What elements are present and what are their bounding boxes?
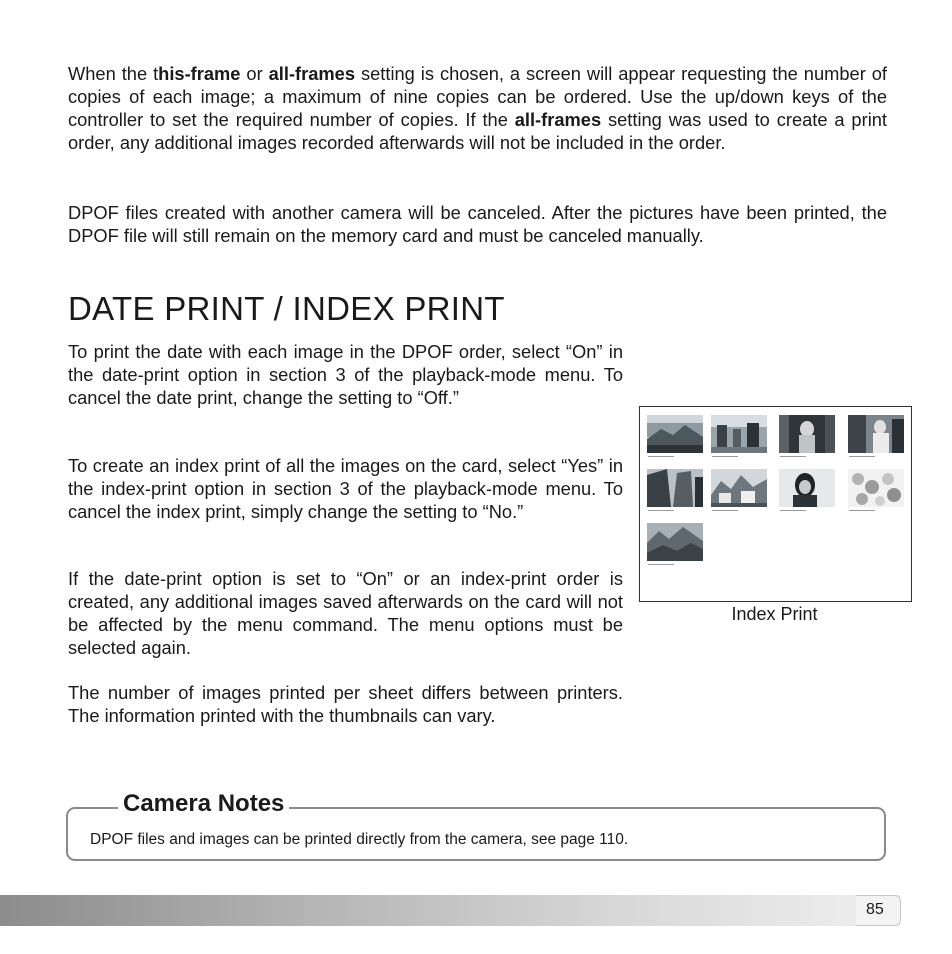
thumbnail-filename: [848, 454, 904, 459]
additional-images-paragraph: If the date-print option is set to “On” or an index-print order is created, any additional images saved afterwards on the card will not be affected by the menu command. The menu options must be selected again.: [68, 568, 623, 658]
figure-caption: Index Print: [731, 604, 818, 624]
thumbnail-filename: [779, 508, 835, 513]
term-this-frame: his-frame: [158, 63, 241, 84]
text-run: setting was used to create a print order, any additional images recorded afterwards will not be included in the order.: [68, 109, 887, 153]
date-print-paragraph: To print the date with each image in the DPOF order, select “On” in the date-print option in section 3 of the playback-mode menu. To cancel the date print, change the setting to “Off.”: [68, 341, 623, 408]
thumbnail-image: [711, 415, 767, 453]
thumbnail-image: [779, 469, 835, 507]
intro-paragraph-2: DPOF files created with another camera will be canceled. After the pictures have been printed, the DPOF file will still remain on the memory card and must be canceled manually.: [68, 202, 887, 246]
thumbnail-filename: [647, 562, 703, 567]
thumbnail-filename: [711, 454, 767, 459]
thumbnail-filename: [779, 454, 835, 459]
thumbnail-image: [647, 415, 703, 453]
thumbnail-filename: [848, 508, 904, 513]
index-print-paragraph: To create an index print of all the images on the card, select “Yes” in the index-print option in section 3 of the playback-mode menu. To cancel the index print, simply change the setting to “No.”: [68, 455, 623, 522]
term-all-frames: all-frames: [514, 109, 602, 130]
camera-notes-title: Camera Notes: [118, 790, 289, 818]
thumbnail-image: [779, 415, 835, 453]
thumbnail-filename: [647, 508, 703, 513]
thumbnail-filename: [711, 508, 767, 513]
footer-bar: [0, 895, 900, 926]
thumbnail-image: [848, 469, 904, 507]
term-all-frames: all-frames: [268, 63, 356, 84]
page-number: 85: [866, 901, 884, 918]
camera-notes-text: DPOF files and images can be printed directly from the camera, see page 110.: [90, 831, 629, 848]
printer-note-paragraph: The number of images printed per sheet differs between printers. The information printed with the thumbnails can vary.: [68, 682, 623, 726]
thumbnail-image: [848, 415, 904, 453]
thumbnail-filename: [647, 454, 703, 459]
text-run: or: [240, 63, 269, 84]
thumbnail-image: [711, 469, 767, 507]
text-run: When the t: [68, 63, 159, 84]
text-run: setting is chosen, a screen will appear requesting the number of copies of each image; a maximum of nine copies can be ordered. Use the up/down keys of the controller to set the required number of copies. If the: [68, 63, 887, 130]
thumbnail-image: [647, 469, 703, 507]
index-print-figure: [639, 406, 912, 602]
thumbnail-image: [647, 523, 703, 561]
section-heading: DATE PRINT / INDEX PRINT: [68, 290, 505, 327]
intro-paragraph-1: [68, 62, 887, 154]
